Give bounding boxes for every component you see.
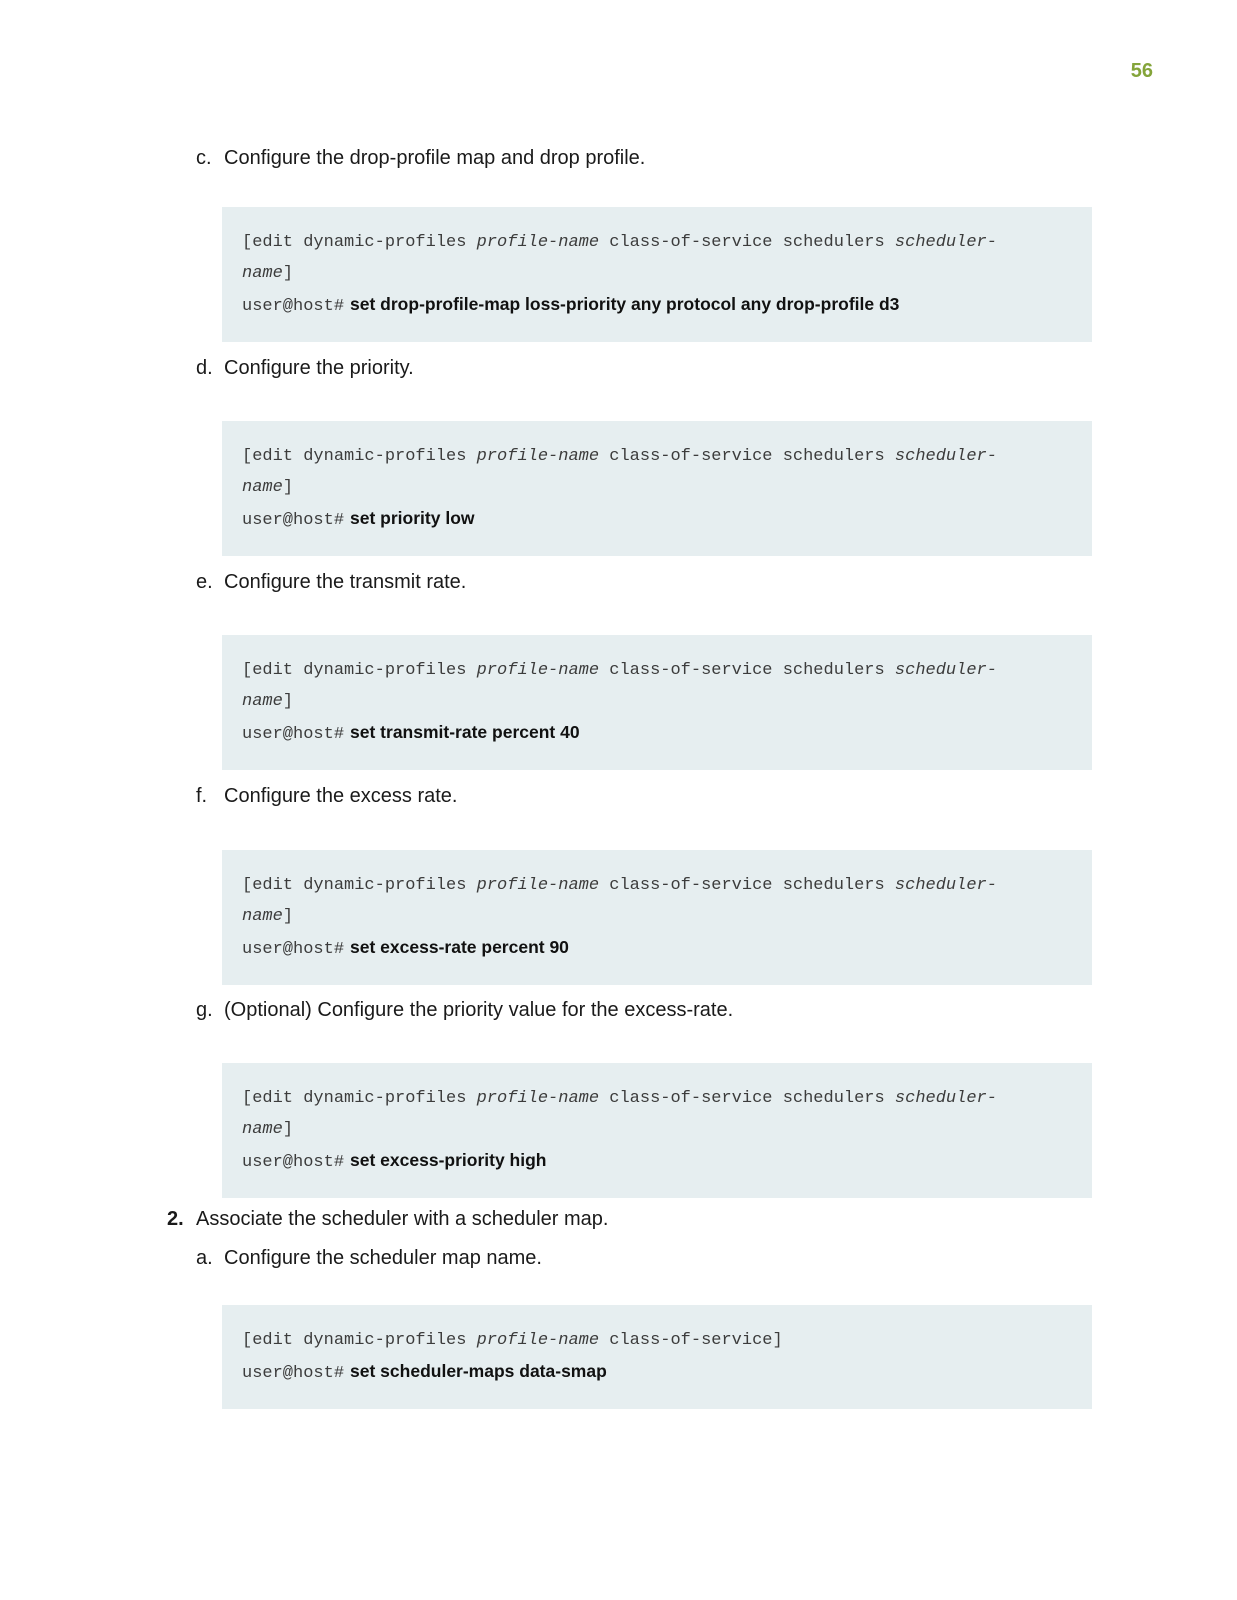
code-command-line: [242, 1145, 1072, 1178]
code-context-line-cont: name]: [242, 907, 294, 926]
cli-command: set priority low: [350, 508, 475, 528]
cli-command: set transmit-rate percent 40: [350, 722, 580, 742]
code-block-excess-rate: [222, 850, 1092, 985]
code-block-drop-profile: [222, 207, 1092, 342]
step-number: 2.: [167, 1208, 184, 1230]
cli-prompt: user@host#: [242, 297, 345, 316]
page-number: 56: [1130, 60, 1153, 82]
code-context-line-cont: name]: [242, 478, 294, 497]
cli-prompt: user@host#: [242, 1153, 345, 1172]
cli-prompt: user@host#: [242, 725, 345, 744]
cli-command: set drop-profile-map loss-priority any protocol any drop-profile d3: [350, 294, 900, 314]
cli-command: set excess-priority high: [350, 1150, 547, 1170]
step-letter: g.: [196, 999, 213, 1021]
step-letter: e.: [196, 571, 213, 593]
cli-prompt: user@host#: [242, 511, 345, 530]
code-block-transmit-rate: [222, 635, 1092, 770]
code-context-line: [edit dynamic-profiles profile-name class-of-service schedulers scheduler-: [242, 661, 997, 680]
step-text: Associate the scheduler with a scheduler map.: [196, 1208, 609, 1230]
code-command-line: [242, 1356, 1072, 1389]
step-letter: c.: [196, 147, 212, 169]
step-text: (Optional) Configure the priority value for the excess-rate.: [224, 999, 734, 1021]
cli-prompt: user@host#: [242, 1364, 345, 1383]
step-letter: d.: [196, 357, 213, 379]
code-block-excess-priority: [222, 1063, 1092, 1198]
cli-command: set scheduler-maps data-smap: [350, 1361, 607, 1381]
code-context-line: [edit dynamic-profiles profile-name class-of-service]: [242, 1331, 783, 1350]
code-context-line: [edit dynamic-profiles profile-name class-of-service schedulers scheduler-: [242, 1089, 997, 1108]
code-context-line: [edit dynamic-profiles profile-name class-of-service schedulers scheduler-: [242, 876, 997, 895]
cli-command: set excess-rate percent 90: [350, 937, 569, 957]
code-command-line: [242, 503, 1072, 536]
step-letter: f.: [196, 785, 208, 807]
code-context-line-cont: name]: [242, 1120, 294, 1139]
code-block-priority: [222, 421, 1092, 556]
code-context-line: [edit dynamic-profiles profile-name class-of-service schedulers scheduler-: [242, 447, 997, 466]
step-text: Configure the excess rate.: [224, 785, 458, 807]
step-text: Configure the scheduler map name.: [224, 1247, 542, 1269]
code-context-line-cont: name]: [242, 264, 294, 283]
code-command-line: [242, 717, 1072, 750]
code-command-line: [242, 289, 1072, 322]
code-context-line: [edit dynamic-profiles profile-name class-of-service schedulers scheduler-: [242, 233, 997, 252]
code-context-line-cont: name]: [242, 692, 294, 711]
cli-prompt: user@host#: [242, 940, 345, 959]
step-text: Configure the priority.: [224, 357, 414, 379]
step-text: Configure the transmit rate.: [224, 571, 467, 593]
code-block-scheduler-map: [222, 1305, 1092, 1409]
step-letter: a.: [196, 1247, 213, 1269]
step-text: Configure the drop-profile map and drop profile.: [224, 147, 646, 169]
code-command-line: [242, 932, 1072, 965]
